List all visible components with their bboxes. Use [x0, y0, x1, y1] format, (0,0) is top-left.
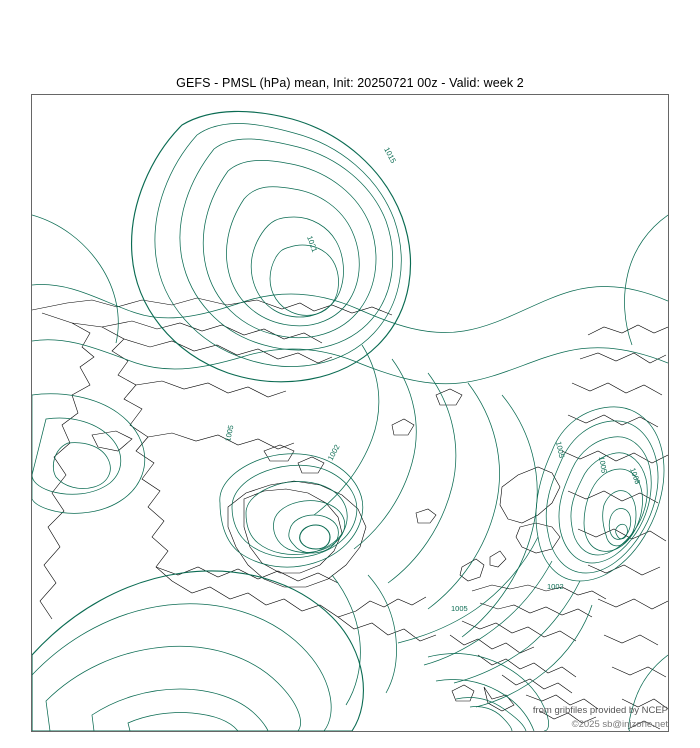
contour-label: 1021 [305, 234, 320, 254]
data-source-credit: from gribfiles provided by NCEP [532, 705, 668, 716]
pmsl-contour-map [32, 95, 668, 731]
contour-label: 1005 [597, 455, 609, 474]
coastlines-layer [32, 298, 668, 729]
contour-label: 1005 [223, 424, 236, 443]
contour-label: 1005 [554, 440, 567, 459]
copyright-credit: ©2025 sb@inizone.net [571, 719, 668, 730]
contour-label: 1015 [382, 145, 399, 165]
contour-label: 1008 [628, 466, 643, 486]
map-plot-area[interactable] [31, 94, 669, 732]
contour-label: 1002 [547, 582, 564, 591]
isobar-contours-layer [32, 111, 668, 731]
contour-label: 1005 [451, 604, 468, 613]
page-title: GEFS - PMSL (hPa) mean, Init: 20250721 00z - Valid: week 2 [176, 76, 524, 90]
contour-label: 1002 [325, 442, 342, 462]
